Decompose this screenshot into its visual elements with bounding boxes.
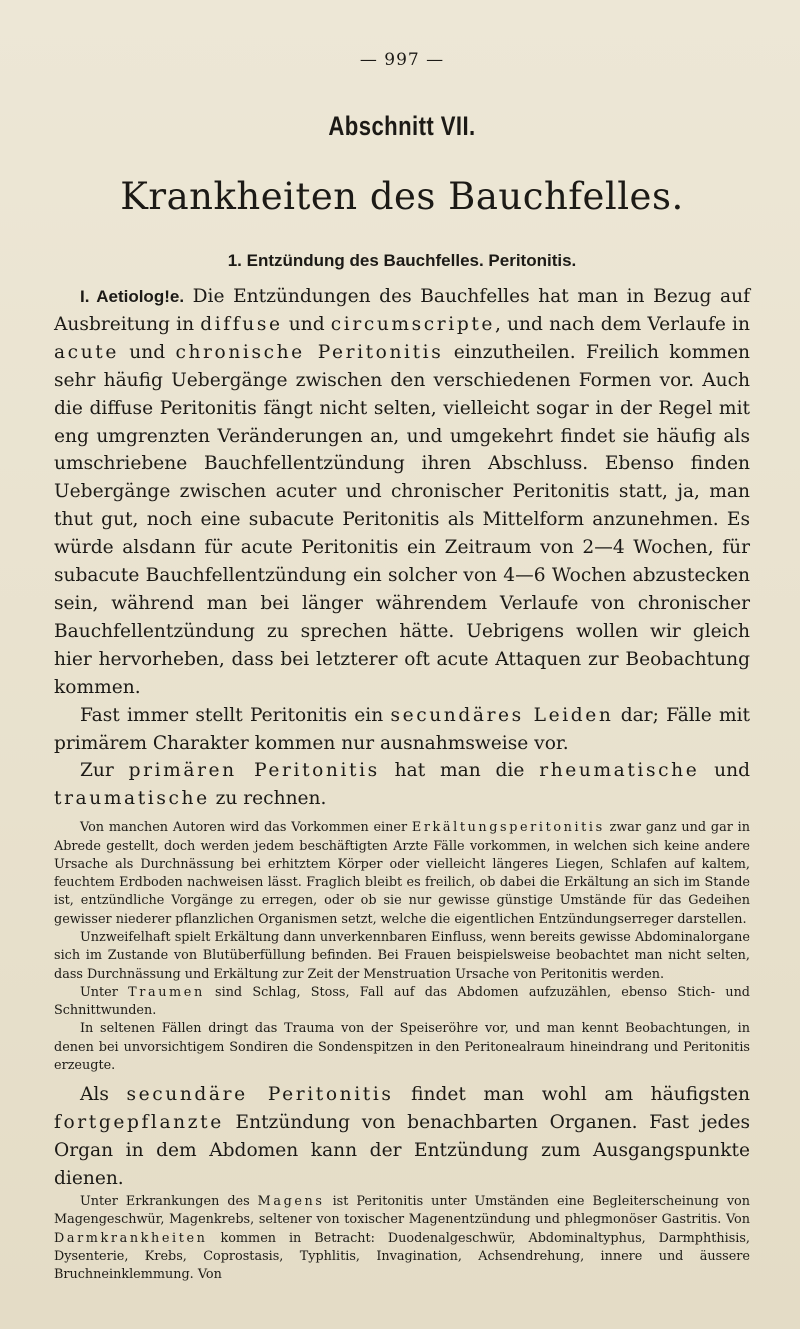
text-run: findet man wohl am häufigsten <box>393 1084 750 1106</box>
section-heading: Abschnitt VII. <box>328 111 476 141</box>
paragraph-aetiologie <box>54 283 750 702</box>
chapter-title: Krankheiten des Bauchfelles. <box>120 175 684 218</box>
text-run: hat man die <box>379 760 540 782</box>
spaced-term: secundäres Leiden <box>390 704 614 726</box>
spaced-term: Darmkrankheiten <box>54 1230 208 1246</box>
text-run: Unter <box>80 984 129 1000</box>
note-magen-darm <box>54 1193 750 1284</box>
text-run: sind Schlag, Stoss, Fall auf das Abdomen aufzuzählen, ebenso Stich- und Schnittwunden. <box>54 984 750 1019</box>
spaced-term: Traumen <box>128 984 205 1000</box>
body-text <box>54 283 750 1284</box>
spaced-term: Magens <box>257 1194 325 1209</box>
paragraph-fortgepflanzt <box>54 1081 750 1193</box>
note-traumen <box>54 984 750 1021</box>
text-run: Unter Erkrankungen des <box>80 1194 258 1209</box>
text-run: Unzweifelhaft spielt Erkältung dann unverkennbaren Einfluss, wenn bereits gewisse Abdominalorgane sich im Zustande von Blutüberfüllung befinden. Bei Frauen beispielsweise beobachtet man nicht selten, dass Durchnässung und Erkältung zur Zeit der Menstruation Ursache von Peritonitis werden. <box>54 930 750 982</box>
paragraph-primaer <box>54 757 750 813</box>
spaced-term: primären Peritonitis <box>128 760 380 782</box>
page-number: — 997 — <box>359 50 445 70</box>
spaced-term: traumatische <box>54 788 210 810</box>
text-run: In seltenen Fällen dringt das Trauma von der Speiseröhre vor, und man kennt Beobachtungen, in denen bei unvorsichtigem Sondiren die Sondenspitzen in den Peritonealraum hineindrang und Peritonitis erzeugte. <box>54 1021 750 1074</box>
text-run: Zur <box>80 760 129 782</box>
text-run: Entzündung von benachbarten Organen. Fast jedes Organ in dem Abdomen kann der Entzündung zum Ausgangspunkte dienen. <box>54 1112 750 1190</box>
spaced-term: rheumatische <box>539 760 700 782</box>
spaced-term: chronische Peritonitis <box>175 341 444 363</box>
paragraph-lead: I. Aetiolog!e. <box>80 287 185 306</box>
note-speiseroehre <box>54 1020 750 1075</box>
text-run: und <box>118 341 176 363</box>
note-blutueberfuellung <box>54 929 750 984</box>
text-run: Fast immer stellt Peritonitis ein <box>80 704 391 726</box>
spaced-term: circumscripte <box>330 313 496 335</box>
text-run: kommen in Betracht: Duodenalgeschwür, Abdominaltyphus, Darmphthisis, Dysenterie, Krebs, Coprostasis, Typhlitis, Invagination, Achsendrehung, innere und äussere Bruchneinklemmung. Von <box>54 1230 750 1283</box>
note-erkaeltung <box>54 819 750 929</box>
text-run: , und nach dem Verlaufe in <box>495 313 750 335</box>
spaced-term: secundäre Peritonitis <box>126 1084 394 1106</box>
spaced-term: fortgepflanzte <box>54 1112 224 1134</box>
spaced-term: diffuse <box>200 313 283 335</box>
subsection-title: 1. Entzündung des Bauchfelles. Peritonitis. <box>227 251 577 270</box>
spaced-term: Erkältungsperitonitis <box>411 820 605 836</box>
text-run: und <box>282 313 331 335</box>
paragraph-secundaer <box>54 702 750 758</box>
text-run: ist Peritonitis unter Umständen eine Begleiterscheinung von Magengeschwür, Magenkrebs, seltener von toxischer Magenentzündung und phlegmonöser Gastritis. Von <box>54 1194 750 1228</box>
text-run: zwar ganz und gar in Abrede gestellt, doch werden jedem beschäftigten Arzte Fälle vorkommen, in welchen sich keine andere Ursache als Durchnässung bei erhitztem Körper oder vielleicht längeres Liegen, Schlafen auf kaltem, feuchtem Erdboden nachweisen lässt. Fraglich bleibt es freilich, ob dabei die Erkältung an sich im Stande ist, entzündliche Vorgänge zu erregen, oder ob sie nur gewisse günstige Umstände für das Gedeihen gewisser niederer pflanzlichen Organismen setzt, welche die eigentlichen Entzündungserreger darstellen. <box>54 820 750 927</box>
text-run: und <box>699 760 751 782</box>
text-run: zu rechnen. <box>209 788 327 810</box>
text-run: dar; Fälle mit primärem Charakter kommen nur ausnahmsweise vor. <box>54 704 751 754</box>
text-run: Die Entzündungen des Bauchfelles hat man in Bezug auf Ausbreitung in <box>54 286 750 335</box>
text-run: einzutheilen. Freilich kommen sehr häufig Uebergänge zwischen den verschiedenen Formen vor. Auch die diffuse Peritonitis fängt nicht selten, vielleicht sogar in der Regel mit eng umgrenzten Veränderungen an, und umgekehrt findet sie häufig als umschriebene Bauchfellentzündung ihren Abschluss. Ebenso finden Uebergänge zwischen acuter und chronischer Peritonitis statt, ja, man thut gut, noch eine subacute Peritonitis als Mittelform anzunehmen. Es würde alsdann für acute Peritonitis ein Zeitraum von 2—4 Wochen, für subacute Bauchfellentzündung ein solcher von 4—6 Wochen abzustecken sein, während man bei länger währendem Verlaufe von chronischer Bauchfellentzündung zu sprechen hätte. Uebrigens wollen wir gleich hier hervorheben, dass bei letzterer oft acute Attaquen zur Beobachtung kommen. <box>54 341 750 698</box>
text-run: Als <box>80 1084 127 1106</box>
text-run: Von manchen Autoren wird das Vorkommen einer <box>80 820 412 836</box>
spaced-term: acute <box>54 341 119 363</box>
